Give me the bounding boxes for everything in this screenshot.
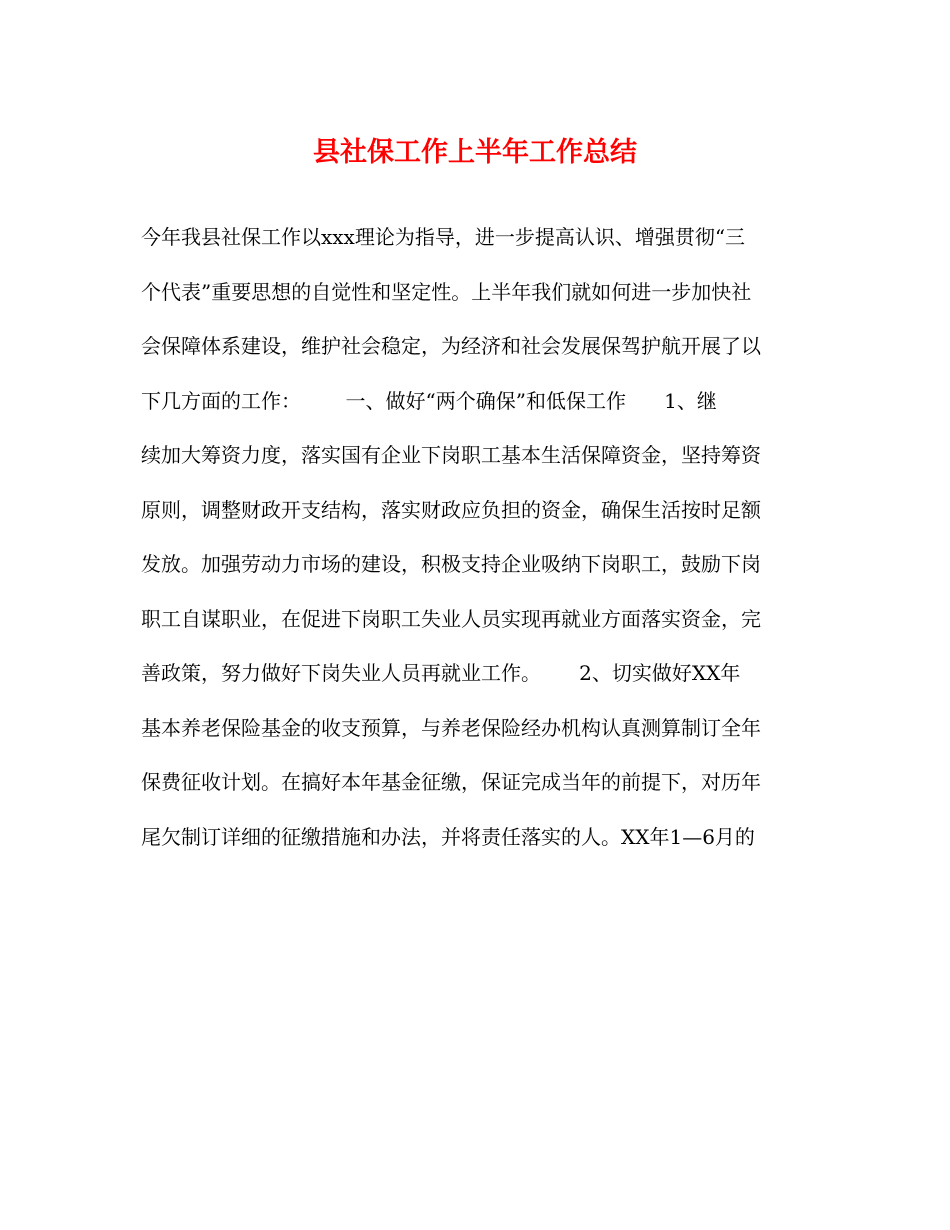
body-line: 今年我县社保工作以xxx理论为指导，进一步提高认识、增强贯彻“三 (141, 225, 746, 249)
document-body (141, 210, 821, 864)
body-line: 续加大筹资力度，落实国有企业下岗职工基本生活保障资金，坚持筹资 (141, 443, 761, 467)
body-line: 发放。加强劳动力市场的建设，积极支持企业吸纳下岗职工，鼓励下岗 (141, 552, 761, 576)
body-line: 个代表”重要思想的自觉性和坚定性。上半年我们就如何进一步加快社 (141, 279, 752, 304)
body-line: 下几方面的工作： 一、做好“两个确保”和低保工作 1、继 (141, 388, 717, 413)
document-title: 县社保工作上半年工作总结 (313, 137, 637, 168)
body-line: 原则，调整财政开支结构，落实财政应负担的资金，确保生活按时足额 (141, 497, 761, 522)
body-line: 尾欠制订详细的征缴措施和办法，并将责任落实的人。XX年1—6月的 (141, 824, 755, 849)
body-line: 基本养老保险基金的收支预算，与养老保险经办机构认真测算制订全年 (141, 715, 761, 740)
body-line: 善政策，努力做好下岗失业人员再就业工作。 2、切实做好XX年 (141, 661, 741, 685)
body-line: 会保障体系建设，维护社会稳定，为经济和社会发展保驾护航开展了以 (141, 334, 761, 358)
body-line: 保费征收计划。在搞好本年基金征缴，保证完成当年的前提下，对历年 (141, 770, 761, 794)
body-line: 职工自谋职业，在促进下岗职工失业人员实现再就业方面落实资金，完 (141, 606, 761, 631)
